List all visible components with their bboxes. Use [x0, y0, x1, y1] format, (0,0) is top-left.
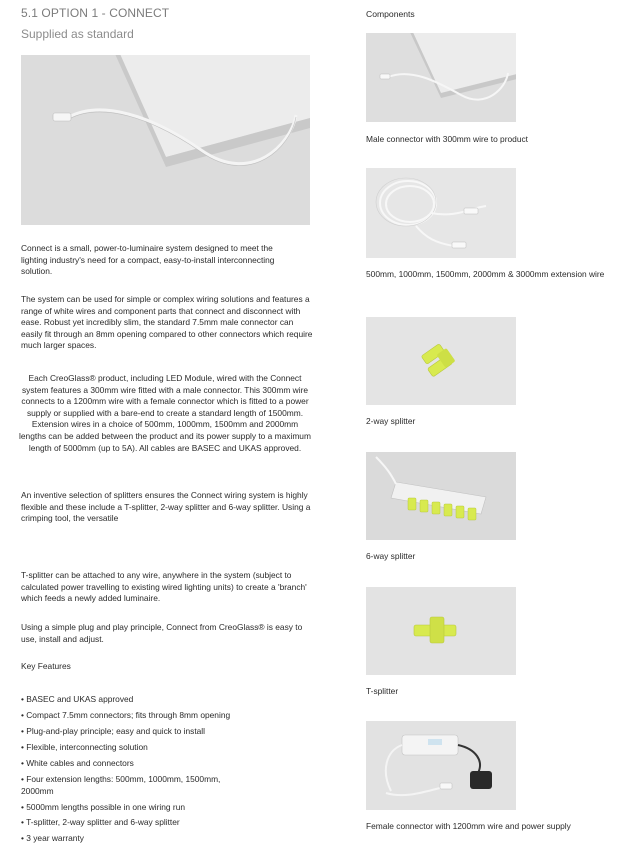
2-way-splitter-icon: [366, 317, 516, 405]
section-title: 5.1 OPTION 1 - CONNECT: [21, 6, 170, 20]
list-item: • BASEC and UKAS approved: [21, 694, 134, 704]
t-splitter-icon: [366, 587, 516, 675]
list-item: • Compact 7.5mm connectors; fits through 8mm opening: [21, 709, 231, 720]
wiring-paragraph: Each CreoGlass® product, including LED Module, wired with the Connect system features a 300mm wire fitted with a male connector. This 300mm wire connects to a 1200mm wire with a female connector which is fitted to a power supply or supplied with a bare-end to create a standard length of 1500mm. Extension wires in a choice of 500mm, 1000mm, 1500mm and 2000mm lengths can be added between the product and its power supply to a maximum length of 5000mm (up to 5A). All cables are BASEC and UKAS approved.: [19, 373, 311, 453]
list-item: • Plug-and-play principle; easy and quick to install: [21, 725, 206, 736]
list-item: • White cables and connectors: [21, 757, 134, 768]
list-item: • 3 year warranty: [21, 833, 84, 844]
intro-paragraph: Connect is a small, power-to-luminaire system designed to meet the lighting industry's need for a compact, easy-to-install interconnecting solution.: [21, 243, 275, 277]
section-subtitle: Supplied as standard: [21, 27, 134, 41]
component-caption: Female connector with 1200mm wire and power supply: [366, 821, 571, 831]
coiled-extension-wire-icon: [366, 168, 516, 258]
main-product-photo: [21, 55, 310, 225]
list-item: • 5000mm lengths possible in one wiring run: [21, 801, 186, 812]
panel-with-connector-icon: [366, 33, 516, 122]
splitters-paragraph: An inventive selection of splitters ensures the Connect wiring system is highly flexible and these include a T-splitter, 2-way splitter and 6-way splitter. Using a crimping tool, the versatile: [21, 490, 311, 524]
component-caption: T-splitter: [366, 686, 399, 696]
list-item: • Flexible, interconnecting solution: [21, 741, 148, 752]
components-heading: Components: [366, 9, 415, 19]
component-caption: 6-way splitter: [366, 551, 416, 561]
power-supply-with-plug-icon: [366, 721, 516, 810]
6-way-splitter-icon: [366, 452, 516, 540]
key-features-list: [21, 694, 251, 849]
component-caption: 2-way splitter: [366, 416, 416, 426]
component-caption: 500mm, 1000mm, 1500mm, 2000mm & 3000mm extension wire: [366, 269, 605, 279]
list-item: • Four extension lengths: 500mm, 1000mm, 1500mm, 2000mm: [21, 773, 221, 796]
list-item: • T-splitter, 2-way splitter and 6-way splitter: [21, 817, 180, 828]
system-paragraph: The system can be used for simple or complex wiring solutions and features a range of white wires and component parts that connect and disconnect with ease. Robust yet incredibly slim, the standard 7.5mm male connector can easily fit through an 8mm opening compared to other connectors which require much larger spaces.: [21, 294, 313, 351]
component-caption: Male connector with 300mm wire to product: [366, 134, 528, 144]
t-splitter-paragraph: T-splitter can be attached to any wire, anywhere in the system (subject to calculated power travelling to existing wired lighting units) to create a 'branch' which feeds a newly added luminaire.: [21, 570, 307, 604]
plug-play-paragraph: Using a simple plug and play principle, Connect from CreoGlass® is easy to use, install and adjust.: [21, 622, 303, 644]
key-features-heading: Key Features: [21, 661, 71, 671]
